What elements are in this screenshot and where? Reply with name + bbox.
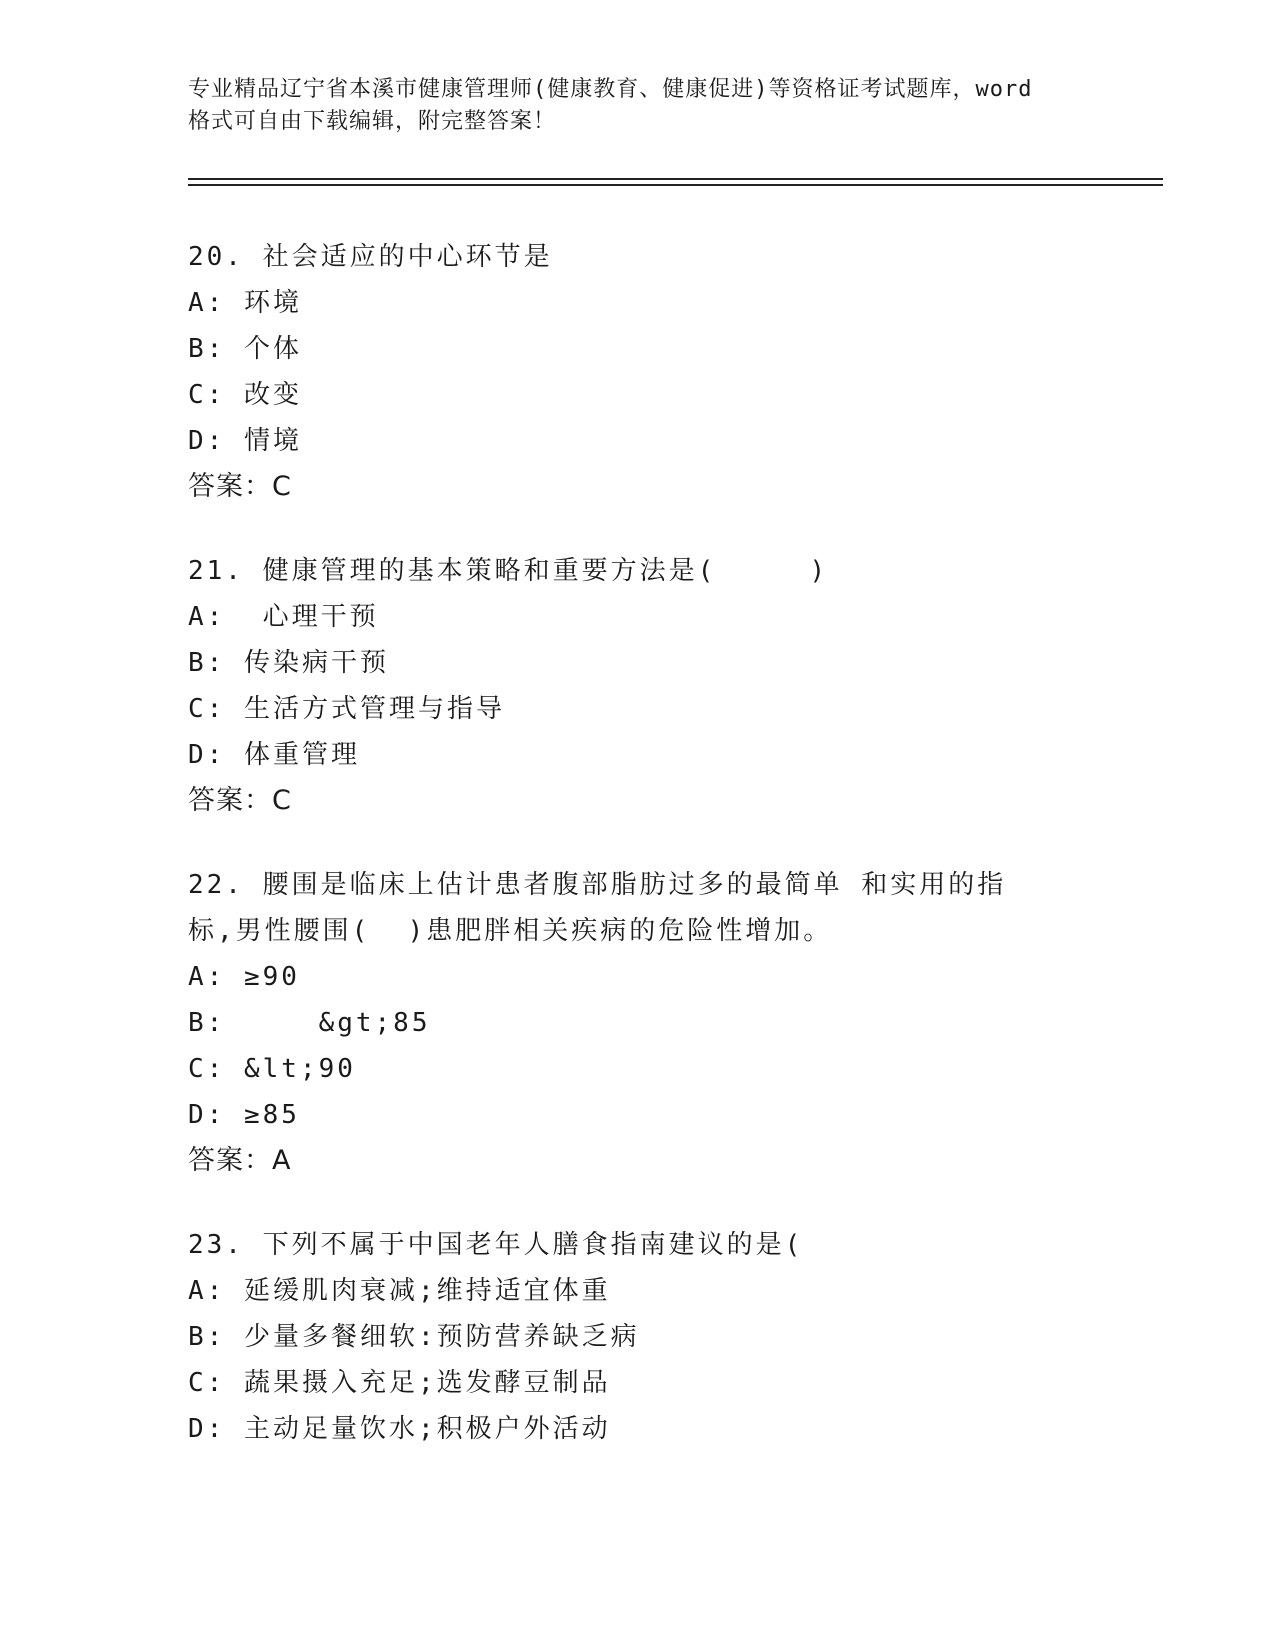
question-22 [188,862,1148,1184]
option-b: B: &gt;85 [188,1008,431,1038]
question-stem: 23. 下列不属于中国老年人膳食指南建议的是( [188,1230,804,1260]
question-stem: 22. 腰围是临床上估计患者腹部脂肪过多的最简单 和实用的指标,男性腰围( )患肥胖相关疾病的危险性增加。 [188,870,1007,946]
header-line-2: 格式可自由下载编辑，附完整答案！ [188,109,557,134]
question-list [188,234,1148,1490]
option-b: B: 个体 [188,334,302,364]
question-21 [188,548,1148,824]
option-c: C: 改变 [188,380,302,410]
option-c: C: 蔬果摄入充足;选发酵豆制品 [188,1368,611,1398]
option-a: A: 延缓肌肉衰减;维持适宜体重 [188,1276,611,1306]
answer: 答案：A [188,1145,292,1176]
option-d: D: 情境 [188,426,302,456]
option-c: C: &lt;90 [188,1054,356,1084]
question-stem: 21. 健康管理的基本策略和重要方法是( ) [188,556,829,586]
question-stem: 20. 社会适应的中心环节是 [188,242,553,272]
header-line-1: 专业精品辽宁省本溪市健康管理师(健康教育、健康促进)等资格证考试题库，word [188,77,1033,102]
question-23 [188,1222,1148,1452]
header-divider-bottom [188,184,1163,186]
option-b: B: 传染病干预 [188,648,389,678]
question-20 [188,234,1148,510]
document-header [188,74,1088,138]
option-a: A: 环境 [188,288,302,318]
answer: 答案：C [188,785,292,816]
option-d: D: ≥85 [188,1100,300,1130]
option-d: D: 主动足量饮水;积极户外活动 [188,1414,611,1444]
option-a: A: 心理干预 [188,602,379,632]
option-b: B: 少量多餐细软:预防营养缺乏病 [188,1322,640,1352]
option-d: D: 体重管理 [188,740,360,770]
option-a: A: ≥90 [188,962,300,992]
option-c: C: 生活方式管理与指导 [188,694,505,724]
answer: 答案：C [188,471,292,502]
header-divider-top [188,178,1163,180]
